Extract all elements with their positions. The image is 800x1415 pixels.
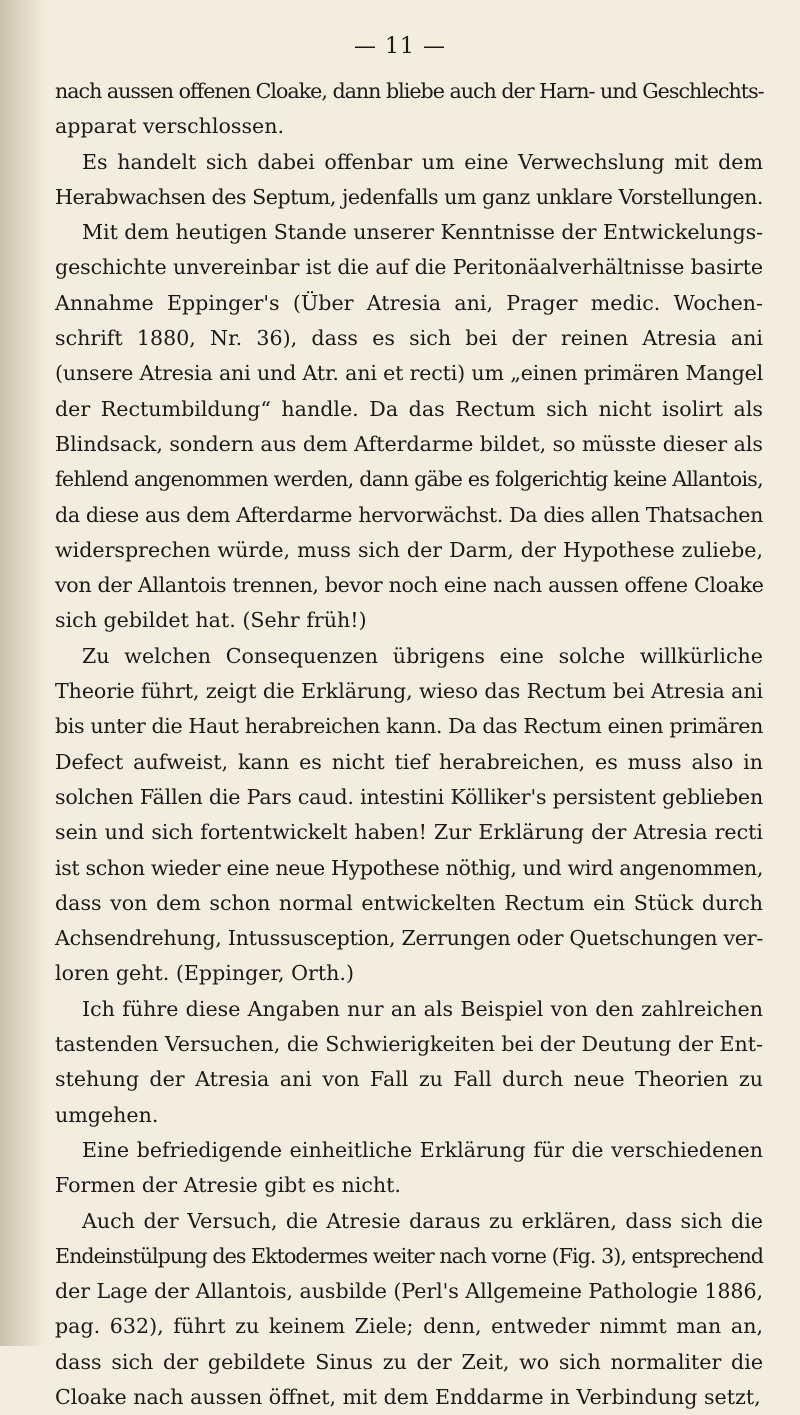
text-line: geschichte unvereinbar ist die auf die Peritonäalverhältnisse basirte	[55, 255, 763, 280]
text-line: Eine befriedigende einheitliche Erklärung für die verschiedenen	[82, 1137, 763, 1162]
text-line: dass sich der gebildete Sinus zu der Zeit, wo sich normaliter die	[55, 1349, 764, 1374]
text-line: Es handelt sich dabei offenbar um eine Verwechslung mit dem	[82, 149, 764, 174]
text-line: dass von dem schon normal entwickelten Rectum ein Stück durch	[55, 890, 763, 915]
text-line: widersprechen würde, muss sich der Darm, der Hypothese zuliebe,	[55, 537, 763, 562]
text-line: tastenden Versuchen, die Schwierigkeiten bei der Deutung der Ent-	[55, 1032, 763, 1057]
text-line: Endeinstülpung des Ektodermes weiter nach vorne (Fig. 3), entsprechend	[55, 1243, 764, 1268]
text-line: apparat verschlossen.	[55, 114, 285, 139]
text-line: stehung der Atresia ani von Fall zu Fall durch neue Theorien zu	[55, 1067, 763, 1092]
text-line: (unsere Atresia ani und Atr. ani et recti) um „einen primären Mangel	[55, 361, 764, 386]
text-line: Annahme Eppinger's (Über Atresia ani, Prager medic. Wochen-	[55, 290, 763, 315]
text-line: Defect aufweist, kann es nicht tief herabreichen, es muss also in	[55, 749, 763, 774]
text-line: umgehen.	[55, 1102, 159, 1127]
text-line: sich gebildet hat. (Sehr früh!)	[55, 608, 367, 633]
text-line: Formen der Atresie gibt es nicht.	[55, 1173, 401, 1198]
text-line: Zu welchen Consequenzen übrigens eine solche willkürliche	[82, 643, 763, 668]
text-line: solchen Fällen die Pars caud. intestini Kölliker's persistent geblieben	[55, 784, 764, 809]
text-line: schrift 1880, Nr. 36), dass es sich bei der reinen Atresia ani	[55, 326, 763, 351]
text-line: von der Allantois trennen, bevor noch eine nach aussen offene Cloake	[55, 573, 764, 598]
text-line: Blindsack, sondern aus dem Afterdarme bildet, so müsste dieser als	[55, 431, 763, 456]
text-line: der Rectumbildung“ handle. Da das Rectum sich nicht isolirt als	[55, 396, 763, 421]
text-line: Achsendrehung, Intussusception, Zerrungen oder Quetschungen ver-	[55, 926, 764, 951]
page-number: — 11 —	[354, 34, 446, 59]
text-line: da diese aus dem Afterdarme hervorwächst. Da dies allen Thatsachen	[55, 502, 763, 527]
text-line: Mit dem heutigen Stande unserer Kenntnisse der Entwickelungs-	[82, 220, 763, 245]
text-line: Cloake nach aussen öffnet, mit dem Enddarme in Verbindung setzt,	[55, 1384, 761, 1409]
text-line: loren geht. (Eppinger, Orth.)	[55, 961, 355, 986]
text-line: Theorie führt, zeigt die Erklärung, wieso das Rectum bei Atresia ani	[55, 679, 764, 704]
text-line: Auch der Versuch, die Atresie daraus zu erklären, dass sich die	[82, 1208, 763, 1233]
text-line: bis unter die Haut herabreichen kann. Da das Rectum einen primären	[55, 714, 763, 739]
text-line: sein und sich fortentwickelt haben! Zur Erklärung der Atresia recti	[55, 820, 763, 845]
text-line: Ich führe diese Angaben nur an als Beispiel von den zahlreichen	[82, 996, 763, 1021]
text-line: pag. 632), führt zu keinem Ziele; denn, entweder nimmt man an,	[55, 1314, 764, 1339]
page-edge-shadow	[0, 0, 46, 1346]
text-line: Herabwachsen des Septum, jedenfalls um ganz unklare Vorstellungen.	[55, 184, 763, 209]
text-line: nach aussen offenen Cloake, dann bliebe auch der Harn- und Geschlechts-	[55, 79, 764, 103]
text-line: fehlend angenommen werden, dann gäbe es folgerichtig keine Allantois,	[55, 467, 763, 492]
body-text	[55, 74, 763, 1415]
text-line: der Lage der Allantois, ausbilde (Perl's Allgemeine Pathologie 1886,	[55, 1279, 763, 1304]
text-line: ist schon wieder eine neue Hypothese nöthig, und wird angenommen,	[55, 855, 764, 880]
